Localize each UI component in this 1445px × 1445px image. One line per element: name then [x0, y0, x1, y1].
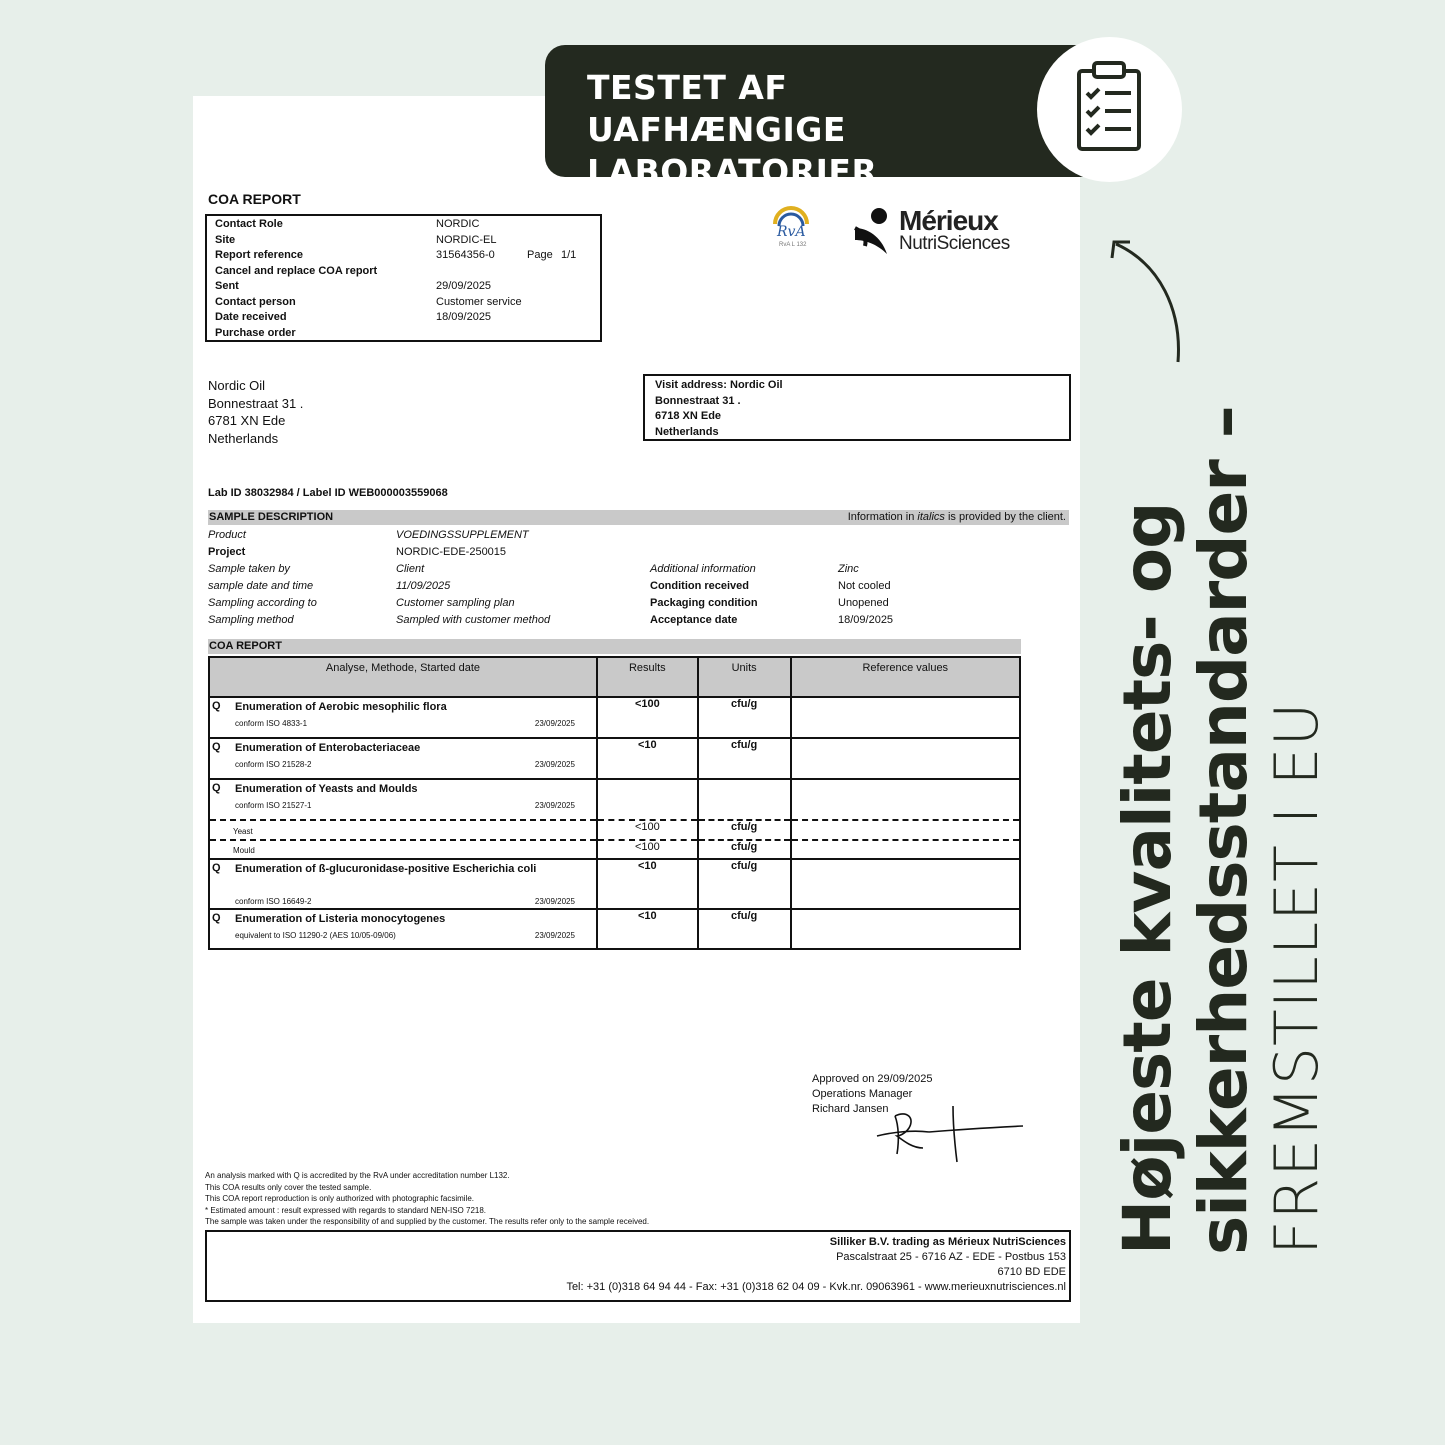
- address-line: Bonnestraat 31 .: [208, 395, 304, 411]
- subanalysis-label: Mould: [233, 846, 255, 855]
- info-value: NORDIC-EL: [436, 233, 497, 246]
- coa-document: [193, 96, 1080, 1323]
- banner-title: [587, 67, 1057, 193]
- analysis-cell: [209, 859, 597, 909]
- accredited-q: Q: [212, 912, 221, 924]
- italics-note-pre: Information in: [847, 511, 918, 523]
- column-header: Units: [698, 657, 791, 697]
- unit-cell: cfu/g: [698, 738, 791, 779]
- lab-id: Lab ID 38032984 / Label ID WEB000003559068: [208, 487, 448, 499]
- analysis-method: equivalent to ISO 11290-2 (AES 10/05-09/06): [235, 931, 396, 940]
- unit-cell: cfu/g: [698, 859, 791, 909]
- address-line: Nordic Oil: [208, 378, 266, 393]
- tagline-made-in-eu: FREMSTILLET I EU: [1262, 701, 1332, 1255]
- visit-address-line: Bonnestraat 31 .: [655, 394, 741, 407]
- analysis-cell: [209, 738, 597, 779]
- tested-banner: [545, 45, 1105, 191]
- table-row: [209, 697, 1020, 738]
- info-value: 18/09/2025: [436, 311, 492, 323]
- visit-address-line: Netherlands: [655, 425, 719, 438]
- project-value: NORDIC-EDE-250015: [396, 546, 507, 558]
- column-header: Analyse, Methode, Started date: [209, 657, 597, 697]
- coa-report-header: COA REPORT: [208, 639, 1021, 654]
- sample-header-label: SAMPLE DESCRIPTION: [209, 511, 334, 523]
- info-label: Contact person: [215, 295, 296, 308]
- accredited-q: Q: [212, 741, 221, 753]
- address-line: 6781 XN Ede: [208, 413, 286, 428]
- info-value: 29/09/2025: [436, 280, 492, 292]
- visit-address-line: Visit address: Nordic Oil: [655, 379, 783, 391]
- acceptance-label: Acceptance date: [650, 614, 738, 626]
- analysis-title: Enumeration of Yeasts and Moulds: [235, 783, 418, 795]
- unit-cell: cfu/g: [698, 840, 791, 859]
- subanalysis-cell: [209, 820, 597, 840]
- info-label: Sent: [215, 280, 239, 292]
- info-label: Site: [215, 233, 236, 246]
- info-label: Report reference: [215, 249, 304, 261]
- table-subrow: [209, 820, 1020, 840]
- italics-note-word: italics: [917, 511, 945, 523]
- page-label: Page: [527, 249, 553, 261]
- sample-taken-label: Sample taken by: [208, 563, 290, 575]
- table-row: [209, 859, 1020, 909]
- table-header-row: [209, 657, 1020, 697]
- info-value: Customer service: [436, 295, 522, 308]
- condition-label: Condition received: [650, 580, 750, 592]
- reference-cell: [791, 738, 1020, 779]
- approval-line: Approved on 29/09/2025: [812, 1073, 933, 1085]
- info-label: Purchase order: [215, 326, 296, 339]
- table-subrow: [209, 840, 1020, 859]
- analysis-method: conform ISO 21528-2: [235, 760, 312, 769]
- document-title: COA REPORT: [208, 191, 301, 207]
- packaging-label: Packaging condition: [650, 597, 758, 609]
- footer-address: Pascalstraat 25 - 6716 AZ - EDE - Postbus 153: [836, 1251, 1066, 1263]
- clipboard-badge: [1037, 37, 1182, 182]
- footer-address: 6710 BD EDE: [997, 1266, 1066, 1278]
- additional-info-label: Additional information: [650, 563, 756, 575]
- sample-description-header: [208, 510, 1069, 525]
- analysis-date: 23/09/2025: [534, 801, 575, 810]
- merieux-subname: NutriSciences: [899, 233, 1010, 254]
- report-info-box: [205, 214, 602, 342]
- analysis-title: Enumeration of Aerobic mesophilic flora: [235, 701, 447, 713]
- footer-company: Silliker B.V. trading as Mérieux NutriSciences: [829, 1236, 1066, 1248]
- analysis-method: conform ISO 21527-1: [235, 801, 312, 810]
- curved-arrow-icon: [1100, 230, 1190, 370]
- tagline-line: Højeste kvalitets- og: [1109, 502, 1186, 1255]
- footnote: This COA report reproduction is only authorized with photographic facsimile.: [205, 1194, 475, 1203]
- analysis-date: 23/09/2025: [534, 760, 575, 769]
- accredited-q: Q: [212, 700, 221, 712]
- footnotes: [205, 1170, 649, 1228]
- project-label: Project: [208, 546, 246, 558]
- merieux-mark-icon: [853, 206, 893, 258]
- approval-line: Operations Manager: [812, 1088, 913, 1100]
- reference-cell: [791, 909, 1020, 949]
- analysis-cell: [209, 909, 597, 949]
- info-label: Cancel and replace COA report: [215, 264, 378, 277]
- sampling-method-value: Sampled with customer method: [396, 614, 551, 626]
- analysis-title: Enumeration of ß-glucuronidase-positive Escherichia coli: [235, 863, 537, 875]
- analysis-title: Enumeration of Listeria monocytogenes: [235, 913, 446, 925]
- footer-contact: Tel: +31 (0)318 64 94 44 - Fax: +31 (0)318 62 04 09 - Kvk.nr. 09063961 - www.merieuxnutrisciences.nl: [566, 1281, 1066, 1293]
- italics-note-post: is provided by the client.: [944, 511, 1066, 523]
- footnote: This COA results only cover the tested sample.: [205, 1182, 372, 1192]
- clipboard-checklist-icon: [1037, 37, 1182, 182]
- unit-cell: cfu/g: [698, 697, 791, 738]
- result-cell: <10: [597, 738, 698, 779]
- approval-line: Richard Jansen: [812, 1103, 889, 1115]
- result-cell: <10: [597, 909, 698, 949]
- column-header: Results: [597, 657, 698, 697]
- result-cell: <10: [597, 859, 698, 909]
- visit-address-line: 6718 XN Ede: [655, 410, 722, 422]
- accredited-q: Q: [212, 782, 221, 794]
- info-label: Contact Role: [215, 218, 283, 230]
- info-value: NORDIC: [436, 218, 480, 230]
- analysis-title: Enumeration of Enterobacteriaceae: [235, 742, 421, 754]
- footnote: An analysis marked with Q is accredited by the RvA under accreditation number L132.: [205, 1171, 510, 1180]
- reference-cell: [791, 779, 1020, 820]
- condition-value: Not cooled: [838, 580, 891, 592]
- company-footer: [205, 1230, 1071, 1302]
- acceptance-value: 18/09/2025: [838, 614, 894, 626]
- coa-results-table: [208, 656, 1021, 950]
- packaging-value: Unopened: [838, 597, 889, 609]
- footnote: * Estimated amount : result expressed with regards to standard NEN-ISO 7218.: [205, 1205, 487, 1215]
- unit-cell: cfu/g: [698, 820, 791, 840]
- footnote: The sample was taken under the responsibility of and supplied by the customer. The results refer only to the sample received.: [205, 1217, 650, 1226]
- rva-accreditation-logo: [771, 206, 815, 258]
- subanalysis-cell: [209, 840, 597, 859]
- banner-line: TESTET AF UAFHÆNGIGE: [587, 68, 846, 149]
- reference-cell: [791, 697, 1020, 738]
- info-label: Date received: [215, 311, 287, 323]
- column-header: Reference values: [791, 657, 1020, 697]
- tagline-line: sikkerhedsstandarder –: [1185, 406, 1262, 1255]
- result-cell: [597, 779, 698, 820]
- sample-date-label: sample date and time: [208, 580, 314, 592]
- result-cell: <100: [597, 820, 698, 840]
- merieux-name: Mérieux: [899, 205, 998, 236]
- subanalysis-label: Yeast: [233, 827, 253, 836]
- sampling-according-label: Sampling according to: [208, 597, 317, 609]
- side-tagline: [1110, 406, 1332, 1255]
- result-cell: <100: [597, 697, 698, 738]
- additional-info-value: Zinc: [838, 563, 859, 575]
- customer-address: [208, 377, 303, 447]
- info-value: 31564356-0: [436, 249, 495, 261]
- table-row: [209, 738, 1020, 779]
- reference-cell: [791, 859, 1020, 909]
- reference-cell: [791, 840, 1020, 859]
- table-row: [209, 909, 1020, 949]
- reference-cell: [791, 820, 1020, 840]
- product-value: VOEDINGSSUPPLEMENT: [396, 529, 529, 541]
- table-row: [209, 779, 1020, 820]
- svg-text:RvA: RvA: [777, 224, 806, 240]
- analysis-method: conform ISO 4833-1: [235, 719, 308, 728]
- analysis-date: 23/09/2025: [534, 931, 575, 940]
- banner-line: LABORATORIER: [587, 152, 878, 191]
- sampling-according-value: Customer sampling plan: [396, 597, 515, 609]
- unit-cell: [698, 779, 791, 820]
- sample-taken-value: Client: [396, 563, 425, 575]
- analysis-cell: [209, 697, 597, 738]
- sampling-method-label: Sampling method: [208, 614, 294, 626]
- rva-number: RvA L 132: [779, 242, 807, 248]
- page-value: 1/1: [561, 249, 577, 261]
- analysis-date: 23/09/2025: [534, 897, 575, 906]
- address-line: Netherlands: [208, 430, 279, 446]
- accredited-q: Q: [212, 862, 221, 874]
- handwritten-signature: [873, 1102, 1025, 1166]
- merieux-logo: [853, 206, 1018, 258]
- visit-address-box: [643, 374, 1071, 441]
- analysis-date: 23/09/2025: [534, 719, 575, 728]
- result-cell: <100: [597, 840, 698, 859]
- italics-note: [848, 510, 1066, 525]
- analysis-method: conform ISO 16649-2: [235, 897, 312, 906]
- analysis-cell: [209, 779, 597, 820]
- sample-date-value: 11/09/2025: [396, 580, 451, 592]
- unit-cell: cfu/g: [698, 909, 791, 949]
- product-label: Product: [208, 529, 246, 541]
